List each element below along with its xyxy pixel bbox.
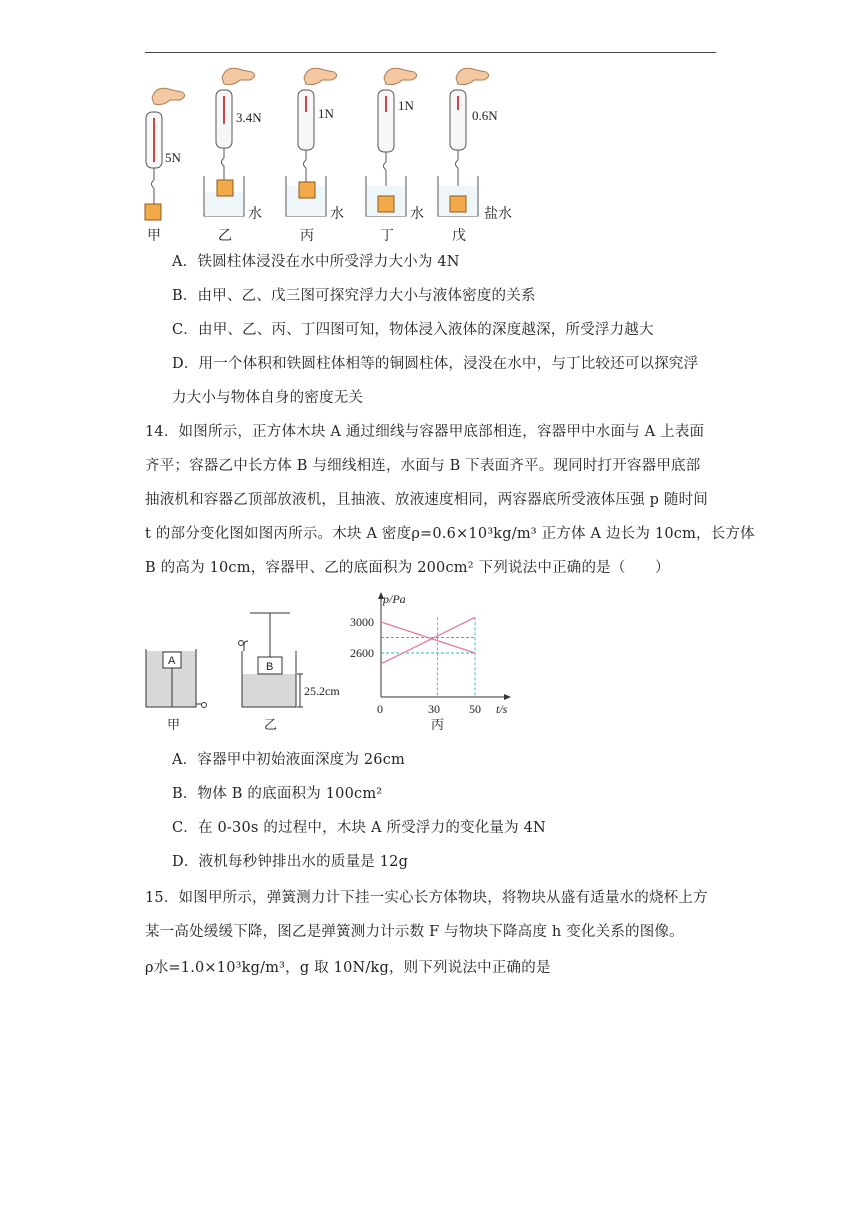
caption-jia: 甲 bbox=[167, 717, 181, 732]
q13-option-c: C．由甲、乙、丙、丁四图可知，物体浸入液体的深度越深，所受浮力越大 bbox=[172, 322, 654, 338]
liquid-bing: 水 bbox=[330, 207, 344, 222]
q15-line-3: ρ水=1.0×10³kg/m³，g 取 10N/kg，则下列说法中正确的是 bbox=[145, 960, 551, 976]
caption-bing: 丙 bbox=[431, 717, 445, 732]
caption-yi: 乙 bbox=[264, 717, 278, 732]
container-jia bbox=[146, 649, 207, 708]
x-tick-50: 50 bbox=[469, 702, 481, 716]
reading-ding: 1N bbox=[398, 98, 414, 113]
dim-label: 25.2cm bbox=[304, 684, 340, 698]
scale-bing bbox=[286, 68, 337, 216]
y-tick-2600: 2600 bbox=[350, 646, 374, 660]
x-axis-label: t/s bbox=[496, 702, 508, 716]
caption-jia: 甲 bbox=[147, 229, 161, 244]
y-tick-3000: 3000 bbox=[350, 615, 374, 629]
container-yi bbox=[239, 613, 304, 707]
scale-ding bbox=[366, 68, 417, 216]
liquid-ding: 水 bbox=[410, 207, 424, 222]
q13-option-d-cont: 力大小与物体自身的密度无关 bbox=[172, 390, 364, 406]
q14-option-b: B．物体 B 的底面积为 100cm² bbox=[172, 786, 383, 802]
scale-yi bbox=[204, 68, 255, 216]
caption-yi: 乙 bbox=[218, 229, 232, 244]
label-a: A bbox=[168, 655, 176, 667]
q14-option-c: C．在 0-30s 的过程中，木块 A 所受浮力的变化量为 4N bbox=[172, 820, 546, 836]
reading-jia: 5N bbox=[165, 150, 181, 165]
scale-wu bbox=[438, 68, 489, 216]
x-tick-0: 0 bbox=[377, 702, 383, 716]
q15-line-2: 某一高处缓缓下降，图乙是弹簧测力计示数 F 与物块下降高度 h 变化关系的图像。 bbox=[145, 924, 684, 940]
q14-line-3: 抽液机和容器乙顶部放液机，且抽液、放液速度相同，两容器底所受液体压强 p 随时间 bbox=[145, 492, 708, 508]
iron-cylinder bbox=[145, 204, 161, 220]
reading-yi: 3.4N bbox=[236, 110, 262, 125]
q14-line-2: 齐平；容器乙中长方体 B 与细线相连，水面与 B 下表面齐平。现同时打开容器甲底部 bbox=[145, 458, 701, 474]
reading-wu: 0.6N bbox=[472, 108, 498, 123]
caption-bing: 丙 bbox=[300, 229, 314, 244]
series-line-1 bbox=[381, 622, 475, 653]
liquid-wu: 盐水 bbox=[484, 207, 512, 222]
liquid-yi: 水 bbox=[248, 207, 262, 222]
series-line-2 bbox=[381, 617, 475, 664]
caption-ding: 丁 bbox=[380, 229, 394, 244]
caption-wu: 戊 bbox=[452, 229, 466, 244]
label-b: B bbox=[266, 661, 274, 673]
spring-scale-figure bbox=[140, 62, 540, 244]
q14-line-1: 14．如图所示，正方体木块 A 通过细线与容器甲底部相连，容器甲中水面与 A 上表面 bbox=[145, 424, 705, 440]
q14-line-4: t 的部分变化图如图丙所示。木块 A 密度ρ=0.6×10³kg/m³ 正方体 A 边长为 10cm，长方体 bbox=[145, 526, 755, 542]
q14-option-d: D．液机每秒钟排出水的质量是 12g bbox=[172, 854, 409, 870]
reading-bing: 1N bbox=[318, 106, 334, 121]
header-rule bbox=[145, 52, 716, 53]
x-tick-30: 30 bbox=[428, 702, 440, 716]
y-axis-label: p/Pa bbox=[383, 592, 406, 606]
pressure-chart bbox=[350, 592, 511, 732]
q13-option-b: B．由甲、乙、戊三图可探究浮力大小与液体密度的关系 bbox=[172, 288, 536, 304]
q13-option-a: A．铁圆柱体浸没在水中所受浮力大小为 4N bbox=[172, 254, 460, 270]
q13-option-d: D．用一个体积和铁圆柱体相等的铜圆柱体，浸没在水中，与丁比较还可以探究浮 bbox=[172, 356, 699, 372]
q15-line-1: 15．如图甲所示，弹簧测力计下挂一实心长方体物块，将物块从盛有适量水的烧杯上方 bbox=[145, 890, 708, 906]
q14-line-5: B 的高为 10cm，容器甲、乙的底面积为 200cm² 下列说法中正确的是（ ） bbox=[145, 560, 670, 576]
q14-figure bbox=[140, 585, 540, 735]
q14-option-a: A．容器甲中初始液面深度为 26cm bbox=[172, 752, 406, 768]
